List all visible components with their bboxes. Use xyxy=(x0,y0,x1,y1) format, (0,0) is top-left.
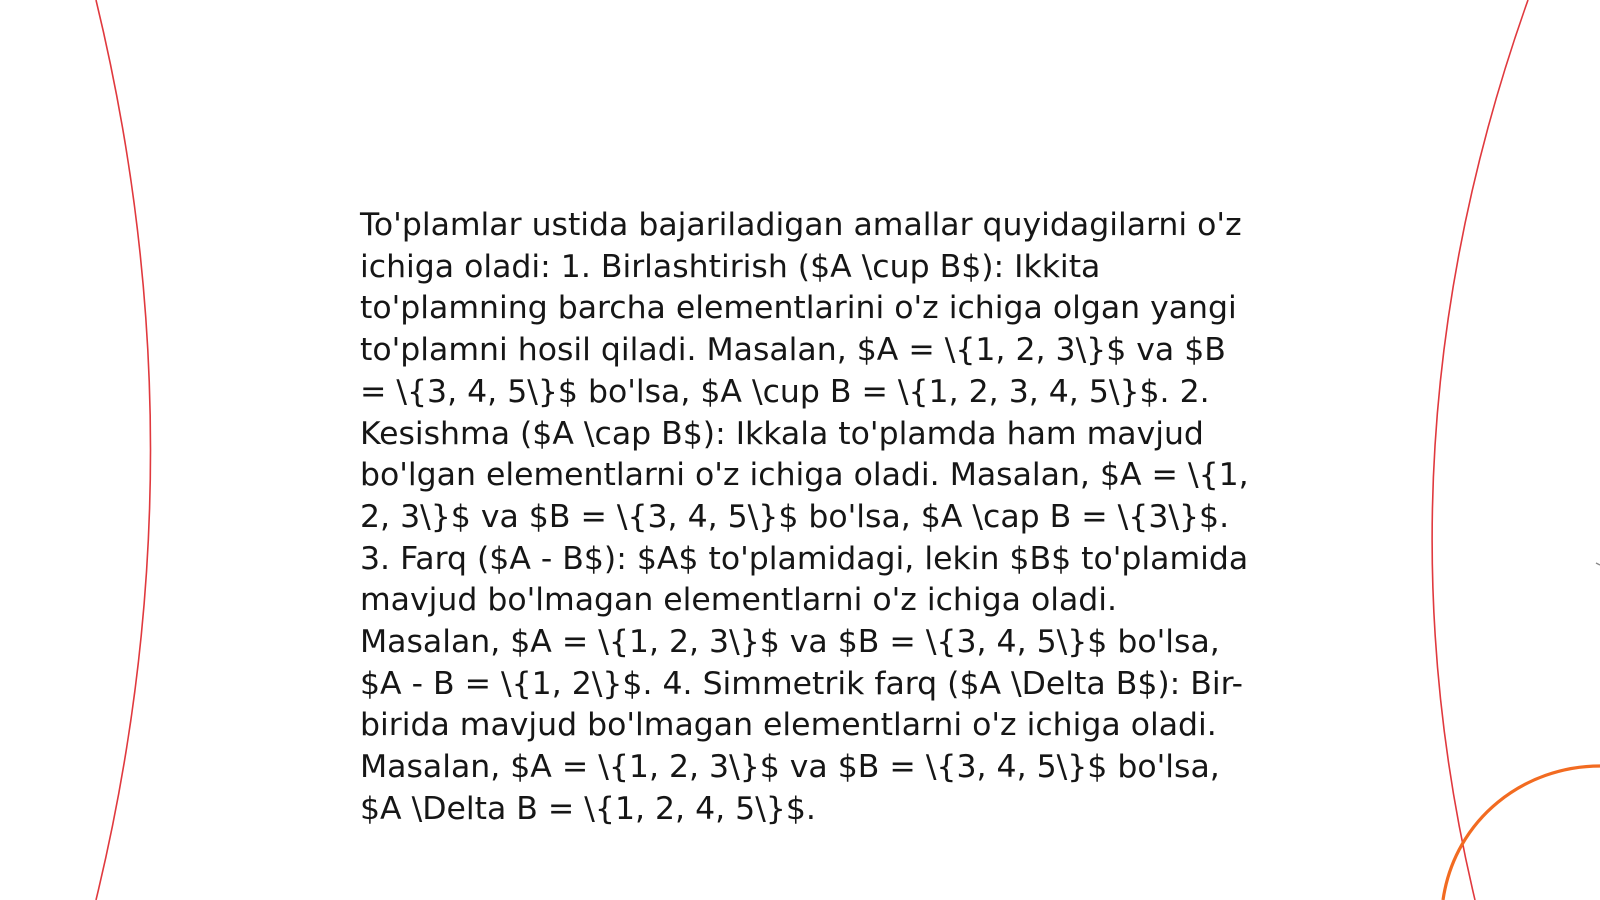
orange-arc xyxy=(1443,766,1600,900)
slide-body-text: To'plamlar ustida bajariladigan amallar quyidagilarni o'z ichiga oladi: 1. Birlashtirish ($A \cup B$): Ikkita to'plamning barcha elementlarini o'z ichiga olgan yangi to'plamni hosil qiladi. Masalan, $A = \{1, 2, 3\}$ va $B = \{3, 4, 5\}$ bo'lsa, $A \cup B = \{1, 2, 3, 4, 5\}$. 2. Kesishma ($A \cap B$): Ikkala to'plamda ham mavjud bo'lgan elementlarni o'z ichiga oladi. Masalan, $A = \{1, 2, 3\}$ va $B = \{3, 4, 5\}$ bo'lsa, $A \cap B = \{3\}$. 3. Farq ($A - B$): $A$ to'plamidagi, lekin $B$ to'plamida mavjud bo'lmagan elementlarni o'z ichiga oladi. Masalan, $A = \{1, 2, 3\}$ va $B = \{3, 4, 5\}$ bo'lsa, $A - B = \{1, 2\}$. 4. Simmetrik farq ($A \Delta B$): Bir-birida mavjud bo'lmagan elementlarni o'z ichiga oladi. Masalan, $A = \{1, 2, 3\}$ va $B = \{3, 4, 5\}$ bo'lsa, $A \Delta B = \{1, 2, 4, 5\}$. xyxy=(360,207,1249,827)
right-curve-line xyxy=(1432,0,1528,900)
left-curve-line xyxy=(96,0,151,900)
edge-tick-mark xyxy=(1596,563,1600,565)
